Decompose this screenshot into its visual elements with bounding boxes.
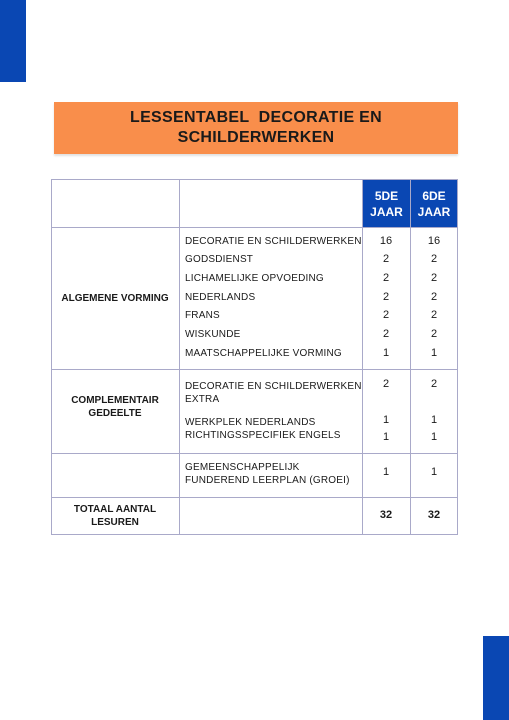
subject-decoratie: DECORATIE EN SCHILDERWERKEN xyxy=(185,236,362,247)
subject-maatschappelijke-vorming: MAATSCHAPPELIJKE VORMING xyxy=(185,348,342,359)
total-5de: 32 xyxy=(379,509,393,521)
header-6de-jaar: 6DE JAAR xyxy=(411,180,457,227)
value-6de: 2 xyxy=(430,378,438,390)
table-border-bottom xyxy=(51,534,458,535)
value-6de: 1 xyxy=(430,431,438,443)
subject-nederlands: NEDERLANDS xyxy=(185,292,256,303)
subject-richtingsspecifiek-engels: RICHTINGSSPECIFIEK ENGELS xyxy=(185,430,341,441)
title-line-2: SCHILDERWERKEN xyxy=(177,129,335,146)
value-6de: 16 xyxy=(427,235,441,247)
value-5de: 2 xyxy=(382,291,390,303)
value-5de: 16 xyxy=(379,235,393,247)
subject-frans: FRANS xyxy=(185,310,220,321)
group-divider-2 xyxy=(51,453,458,454)
value-6de: 1 xyxy=(430,466,438,478)
value-5de: 1 xyxy=(382,414,390,426)
group-label-algemene-vorming: ALGEMENE VORMING xyxy=(61,293,169,304)
value-6de: 2 xyxy=(430,309,438,321)
value-6de: 2 xyxy=(430,328,438,340)
value-6de: 2 xyxy=(430,253,438,265)
title-line-1: LESSENTABEL DECORATIE EN xyxy=(130,109,382,126)
column-divider-1 xyxy=(179,179,180,535)
subject-godsdienst: GODSDIENST xyxy=(185,254,254,265)
value-6de: 1 xyxy=(430,414,438,426)
subject-wiskunde: WISKUNDE xyxy=(185,329,241,340)
value-5de: 2 xyxy=(382,309,390,321)
value-6de: 2 xyxy=(430,272,438,284)
total-6de: 32 xyxy=(427,509,441,521)
subject-gemeenschappelijk-line-2: FUNDEREND LEERPLAN (GROEI) xyxy=(185,475,350,486)
subject-werkplek-nederlands: WERKPLEK NEDERLANDS xyxy=(185,417,316,428)
bottom-right-accent-bar xyxy=(483,636,509,720)
value-5de: 2 xyxy=(382,253,390,265)
total-label: TOTAAL AANTAL LESUREN xyxy=(73,504,157,528)
value-6de: 2 xyxy=(430,291,438,303)
top-left-accent-bar xyxy=(0,0,26,82)
subject-lichamelijke-opvoeding: LICHAMELIJKE OPVOEDING xyxy=(185,273,324,284)
value-5de: 1 xyxy=(382,466,390,478)
table-border-right xyxy=(457,179,458,535)
value-5de: 2 xyxy=(382,328,390,340)
value-5de: 1 xyxy=(382,347,390,359)
subject-decoratie-extra-line-1: DECORATIE EN SCHILDERWERKEN xyxy=(185,381,362,392)
lesson-table xyxy=(51,179,458,535)
subject-decoratie-extra-line-2: EXTRA xyxy=(185,394,220,405)
value-5de: 2 xyxy=(382,272,390,284)
subject-gemeenschappelijk-line-1: GEMEENSCHAPPELIJK xyxy=(185,462,300,473)
page-title xyxy=(54,102,458,154)
header-5de-jaar: 5DE JAAR xyxy=(363,180,410,227)
value-6de: 1 xyxy=(430,347,438,359)
group-label-complementair-gedeelte: COMPLEMENTAIR GEDEELTE xyxy=(71,395,159,419)
value-5de: 1 xyxy=(382,431,390,443)
value-5de: 2 xyxy=(382,378,390,390)
